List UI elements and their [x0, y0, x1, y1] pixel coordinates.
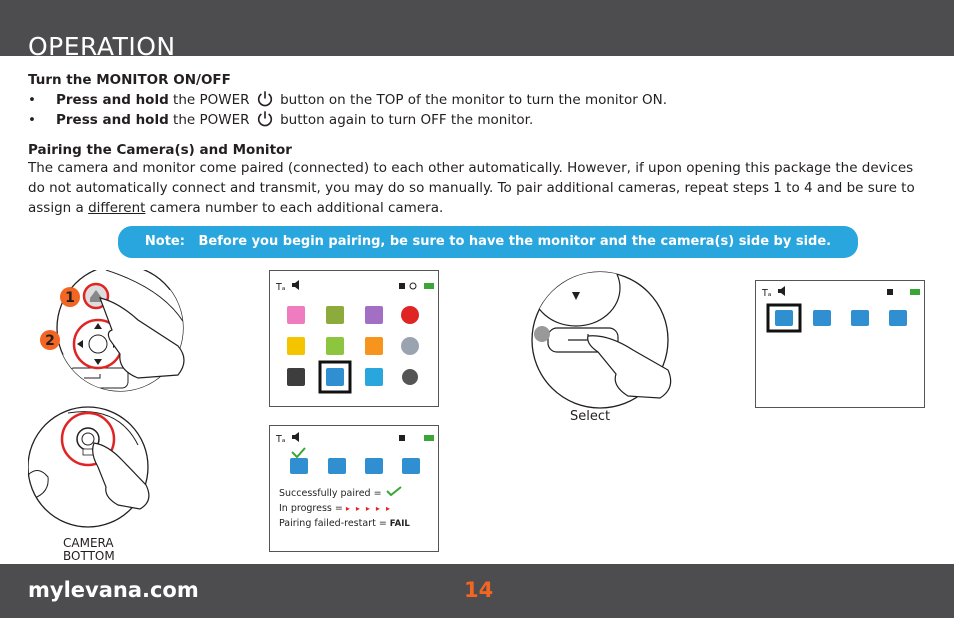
- lock-icon: [399, 435, 405, 441]
- section-heading-pairing: Pairing the Camera(s) and Monitor: [28, 142, 292, 158]
- note-banner: Note: Before you begin pairing, be sure to have the monitor and the camera(s) side by side.: [118, 226, 858, 258]
- pairing-paragraph: The camera and monitor come paired (connected) to each other automatically. However, if upon opening this package the devices do not automatically connect and transmit, you may do so manually. To pair additional cameras, repeat steps 1 to 4 and be sure to assign a different camera number to each additional camera.: [28, 160, 915, 216]
- menu-icon-grid: [287, 306, 419, 392]
- step-1-label: 1: [65, 290, 75, 306]
- speaker-icon: [778, 286, 785, 296]
- camera-select-screen: [755, 280, 925, 408]
- monitor-menu-screen: [269, 270, 439, 407]
- step-2-label: 2: [45, 333, 55, 349]
- progress-arrows-icon: ▸▸▸▸▸: [345, 504, 396, 513]
- power-icon: [256, 110, 274, 128]
- pairing-legend: Successfully paired = In progress = ▸▸▸▸▸ Pairing failed-restart = FAIL: [279, 488, 410, 529]
- lock-icon: [399, 283, 405, 289]
- select-button-illustration: [528, 270, 678, 410]
- camera-bottom-caption: CAMERA BOTTOM: [63, 536, 115, 563]
- monitor-dpad-illustration: [28, 270, 208, 398]
- footer-website: mylevana.com: [28, 578, 199, 602]
- page-number: 14: [464, 578, 494, 602]
- bullet-dot: •: [28, 92, 36, 108]
- camera-slot-icons: [290, 458, 420, 474]
- power-icon: [256, 90, 274, 108]
- select-caption: Select: [570, 409, 611, 424]
- bullet-dot: •: [28, 112, 36, 128]
- battery-icon: [424, 283, 434, 289]
- battery-icon: [424, 435, 434, 441]
- underlined-word: different: [88, 200, 146, 216]
- speaker-icon: [292, 432, 299, 442]
- signal-icon: Tₐ: [762, 288, 772, 299]
- signal-icon: Tₐ: [276, 434, 286, 445]
- speaker-icon: [292, 280, 299, 290]
- camera-bottom-illustration: [28, 405, 158, 533]
- pairing-status-screen: [269, 425, 439, 552]
- camera-status-icon: [410, 283, 416, 289]
- lock-icon: [887, 289, 893, 295]
- checkmark-icon: [292, 448, 305, 457]
- camera-slot-icons: [775, 310, 907, 326]
- paired-check-icon: [385, 486, 403, 496]
- section-heading-monitor-on-off: Turn the MONITOR ON/OFF: [28, 72, 231, 88]
- battery-icon: [910, 289, 920, 295]
- bullet-strong: Press and hold: [56, 92, 169, 108]
- bullet-strong: Press and hold: [56, 112, 169, 128]
- page-title: OPERATION: [28, 32, 176, 61]
- signal-icon: Tₐ: [276, 282, 286, 293]
